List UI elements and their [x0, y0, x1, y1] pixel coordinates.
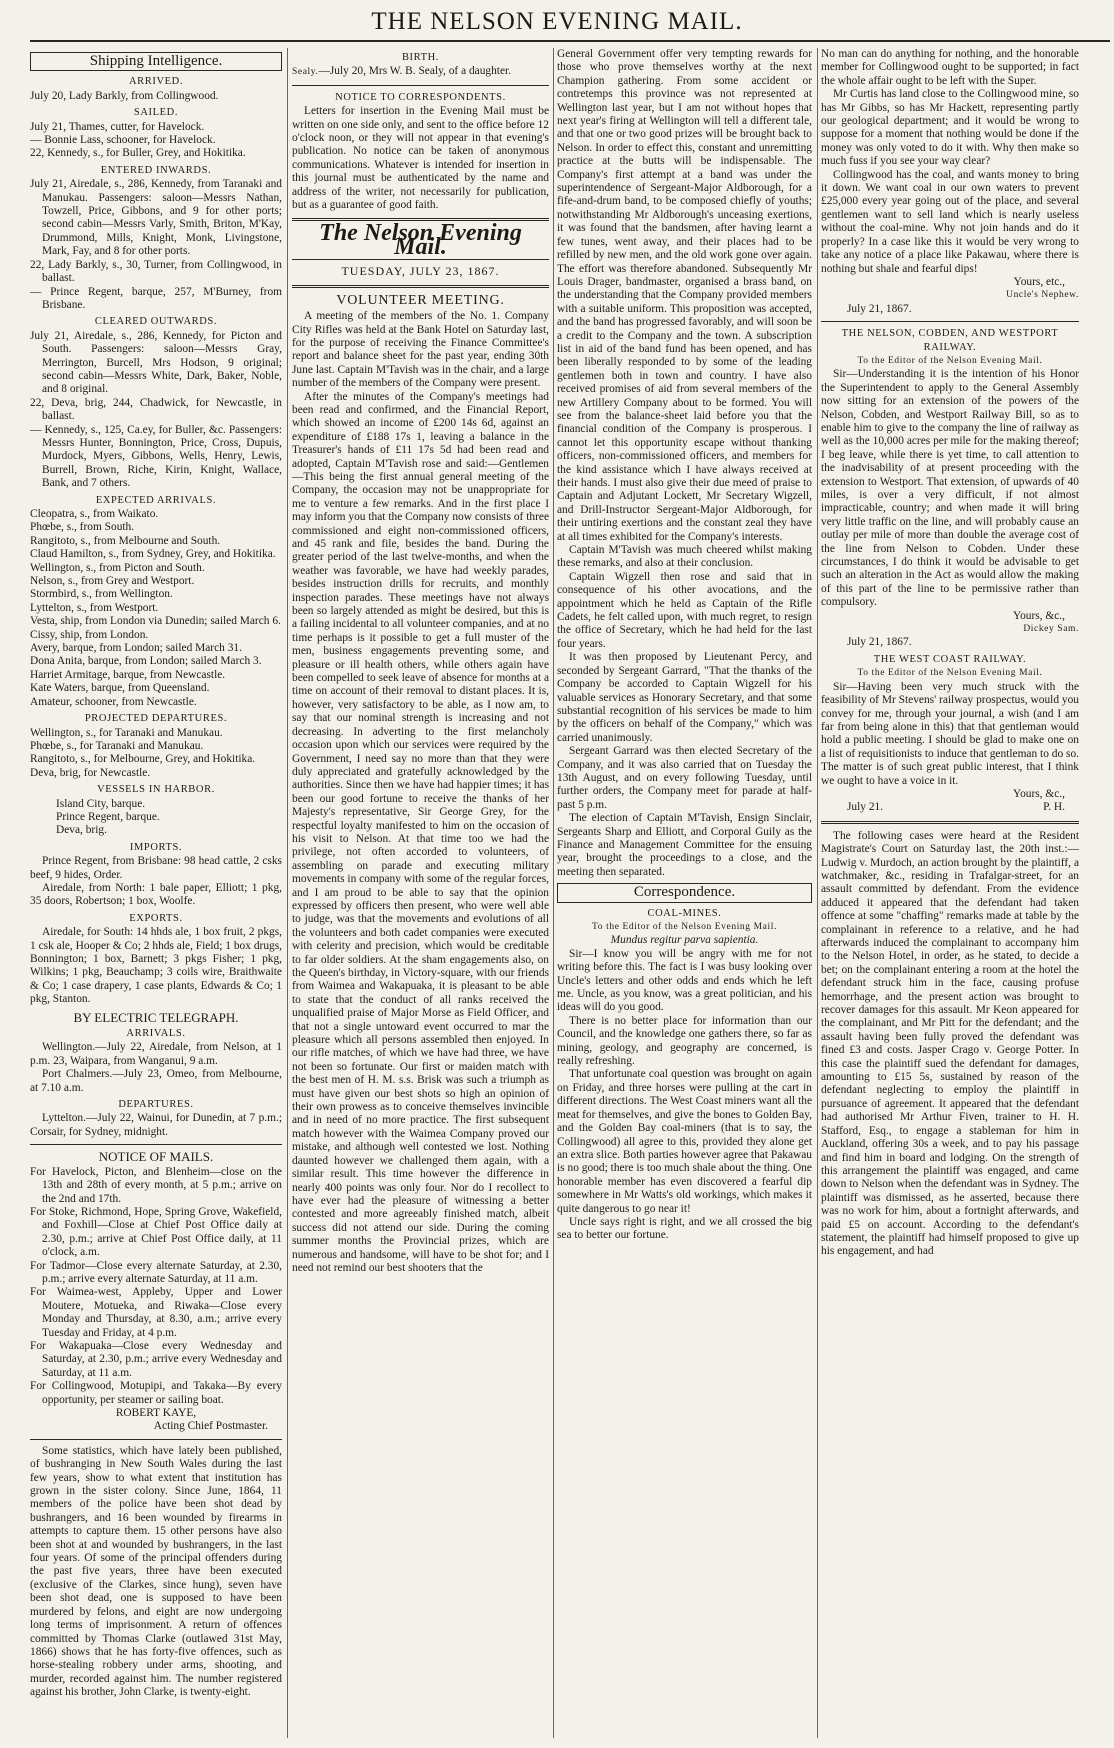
- list-item: Kate Waters, barque, from Queensland.: [30, 682, 210, 695]
- list-item: For Havelock, Picton, and Blenheim—close on the 13th and 28th of every month, at 5 p.m.; arrive on the 2nd and 17th.: [30, 1165, 282, 1205]
- letter-paragraph: No man can do anything for nothing, and the honorable member for Collingwood ought to be supported; in fact the whole affair ought to be left with the Super.: [821, 48, 1079, 87]
- letter-date: July 21, 1867.: [847, 302, 912, 315]
- letter-paragraph: Uncle says right is right, and we all crossed the big sea to better our fortune.: [557, 1215, 812, 1242]
- divider: [821, 821, 1079, 824]
- letter-paragraph: Sir—I know you will be angry with me for not writing before this. The fact is I was busy looking over Uncle's letters and other odds and ends which he left me. Uncle, as you know, was a great politician, and his ideas will do you good.: [557, 947, 812, 1014]
- column-2: [292, 48, 549, 1738]
- letter-paragraph: That unfortunate coal question was brought on again on Friday, and three horses were pulling at the cart in different directions. The West Coast miners want all the meat for themselves, and give the bones to Golden Bay, and the Golden Bay coal-miners (that is to say, the Collingwood) all agree to this, provided they alone get an extra slice. Both parties however agree that Pakawau is no good; there is too much shale about the thing. One honorable member has even discovered a fearful dip somewhere in Mr Watts's old workings, which makes it quite dangerous to go near it!: [557, 1068, 812, 1215]
- notice-heading: NOTICE TO CORRESPONDENTS.: [335, 91, 506, 103]
- list-item: Phœbe, s., from South.: [30, 521, 135, 534]
- birth-heading: BIRTH.: [401, 52, 440, 63]
- list-item: Deva, brig, for Newcastle.: [30, 766, 151, 779]
- top-rule: [30, 40, 1110, 42]
- list-item: Avery, barque, from London; sailed March 31.: [30, 642, 242, 655]
- tel-arrivals-list: [30, 1041, 282, 1095]
- list-item: For Wakapuaka—Close every Wednesday and Saturday, at 2.30, p.m.; arrive every Wednesday and Saturday, at 11 a.m.: [30, 1339, 282, 1379]
- list-item: Harriet Armitage, barque, from Newcastle.: [30, 668, 226, 681]
- letter-paragraph: Mr Curtis has land close to the Collingwood mine, so has Mr Gibbs, so has Mr Hackett, representing partly our geological department; and it would be wrong to suppose for a moment that nothing would be done if the money was only voted to do it with. Why then make so much fuss if you see your way clear?: [821, 88, 1079, 168]
- coal-motto: Mundus regitur parva sapientia.: [610, 934, 759, 947]
- divider: [30, 1439, 282, 1440]
- cleared-heading: CLEARED OUTWARDS.: [94, 316, 218, 328]
- list-item: Rangitoto, s., from Melbourne and South.: [30, 534, 221, 547]
- list-item: — Bonnie Lass, schooner, for Havelock.: [30, 134, 216, 147]
- divider: [292, 85, 549, 86]
- letter-date: July 21, 1867.: [847, 636, 912, 649]
- birth-text: —July 20, Mrs W. B. Sealy, of a daughter.: [318, 65, 512, 78]
- arrived-heading: ARRIVED.: [128, 76, 184, 88]
- sailed-list: [30, 121, 282, 161]
- list-item: 22, Lady Barkly, s., 30, Turner, from Collingwood, in ballast.: [30, 258, 282, 285]
- rail-salutation: To the Editor of the Nelson Evening Mail.: [857, 355, 1043, 366]
- list-item: For Stoke, Richmond, Hope, Spring Grove, Wakefield, and Foxhill—Close at Chief Post Office daily at 2.30, p.m.; arrive at Chief Post Office daily, at 11 o'clock, a.m.: [30, 1205, 282, 1259]
- list-item: Lyttelton.—July 22, Wainui, for Dunedin, at 7 p.m.; Corsair, for Sydney, midnight.: [30, 1112, 282, 1138]
- letter-signature: Dickey Sam.: [1023, 624, 1079, 635]
- masthead: THE NELSON EVENING MAIL.: [371, 8, 743, 35]
- list-item: Prince Regent, from Brisbane: 98 head cattle, 2 csks beef, 9 hides, Order.: [30, 855, 282, 881]
- list-item: Wellington.—July 22, Airedale, from Nelson, at 1 p.m. 23, Waipara, from Wanganui, 9 a.m.: [30, 1041, 282, 1067]
- meeting-paragraph: After the minutes of the Company's meetings had been read and confirmed, and the Financial Report, which showed an income of £200 14s 6d, against an expenditure of £188 17s 1, leaving a balance in the Treasurer's hands of £11 17s 5d had been read and adopted, Captain M'Tavish rose and said:—Gentlemen—This being the first annual general meeting of the Company, the occasion may not be unappropriate for me to venture a few remarks. And in the first place I may inform you that the Company now consists of three commissioned and eight non-commissioned officers, and 45 rank and file, besides the band. During the greater period of the last twelve-months, and when the weather was favorable, we have had weekly parades, besides instruction drills for recruits, and monthly inspection parades. These meetings have not always been so largely attended as might be desired, but this is a failing incidental to all volunteer companies, and at no time perhaps is it possible to get a full muster of the men, business engagements preventing some, and pleasure or ill health others, while others again have been compelled to seek leave of absence for months at a time on account of their removal to distant places. It is, however, very satisfactory to be able, as I now am, to say that our nominal strength is increasing and not decreasing. In adverting to the first melancholy occasion upon which our services were required by the Government, I need say no more than that they were duly appreciated and gratefully acknowledged by the authorities. Since then we have had happier times; it has been our good fortune to receive the thanks of her Majesty's representative, Sir George Grey, for the respectful loyalty manifested to him on the occasion of his visit to Nelson. At that time too we had the privilege, not often accorded to volunteers, of assembling on parade and executing military movements in company with some of the regular forces, and I am proud to be able to say that the opinion expressed by officers then present, who were well able to judge, was that the movements and evolutions of all the volunteers and both cadet companies were executed with celerity and precision, which would be creditable to far older soldiers. At the sham engagements also, on the Queen's birthday, in Victory-square, with our friends from Waimea and Wakapuaka, it is pleasant to be able to state that the conduct of all ranks received the unqualified praise of Major Morse as Field Officer, and that not a single untoward event occurred to mar the pleasure which all persons assembled then enjoyed. In our rifle matches, of which we have had three, we have not been so fortunate. Our first or maiden match with the best men of H. M. s.s. Brisk was such a triumph as must have given our best shots so high an opinion of their own prowess as to conceive themselves invincible and in need of no more practice. The first subsequent match however with the Waimea Company proved our mistake, and although well contested we lost. Nothing daunted however we challenged them again, with a similar result. This time however the difference in nearly 400 points was only four. Nor do I recollect to have ever had the pleasure of witnessing a better contested and more agreeably finished match, albeit success did not attend our side. During the coming summer months the Provincial prizes, which are numerous and handsome, will have to be shot for; and I need not remind our best shooters that the: [292, 390, 549, 1274]
- meeting-paragraph: General Government offer very tempting rewards for those who prove themselves worthy at the next Champion gathering. From some accident or contretemps this province was not represented at Wellington last year, but I am not without hopes that next year's firing at Wellington will tell a different tale, and that one or two good prizes will be brought back to Nelson. In order to effect this, constant and unremitting practice at the butts will be indispensable. The Company's first attempt at a band was under the superintendence of Sergeant-Major Aldborough, for a fife-and-drum band, to be composed chiefly of youths; notwithstanding Mr Aldborough's unceasing exertions, it was found that the bandsmen, after having learnt a few tunes, went away, and their places had to be refilled by new men, and the old work gone over again. The effort was therefore abandoned. Subsequently Mr Louis Drager, bandmaster, organised a brass band, on the understanding that the Company provided members with a suitable uniform. This proposition was accepted, and the band has progressed favorably, and will soon be a credit to the Company and the town. A subscription list in aid of the band fund has been opened, and has been liberally responded to by some of the leading gentlemen both in town and country. I have also received promises of aid from several members of the new Artillery Company about to be formed. You will see from the balance-sheet laid before you that the financial condition of the Company is prosperous. I cannot let this opportunity escape without thanking officers, non-commissioned officers, and members for the kind assistance which I have always received at their hands. I must also give their due meed of praise to Captain and Adjutant Lockett, Mr Secretary Wigzell, and Drill-Instructor Sergeant-Major Aldborough, for their untiring exertions and the constant zeal they have at all times exhibited for the Company's interests.: [557, 48, 812, 543]
- list-item: Cissy, ship, from London.: [30, 628, 149, 641]
- letter-paragraph: Sir—Having been very much struck with the feasibility of Mr Stevens' railway prospectus, would you convey for me, through your journal, a wish (and I am far from being alone in this) that that gentleman would hold a public meeting. I should be glad to make one on a list of requisitionists to induce that gentleman to do so. The matter is of such great public interest, that I think we ought to have a voice in it.: [821, 680, 1079, 787]
- list-item: Nelson, s., from Grey and Westport.: [30, 575, 195, 588]
- meeting-paragraph: The election of Captain M'Tavish, Ensign Sinclair, Sergeants Sharp and Elliott, and Corporal Guily as the Finance and Management Committee for the ensuing year, brought the proceedings to a close, and the meeting then separated.: [557, 812, 812, 878]
- tel-departures-list: [30, 1112, 282, 1139]
- issue-date: TUESDAY, JULY 23, 1867.: [341, 264, 500, 279]
- list-item: July 20, Lady Barkly, from Collingwood.: [30, 89, 219, 102]
- column-4: [821, 48, 1079, 1738]
- west-heading: THE WEST COAST RAILWAY.: [873, 653, 1027, 665]
- rail-heading: THE NELSON, COBDEN, AND WESTPORT RAILWAY.: [841, 328, 1059, 353]
- list-item: Wellington, s., for Taranaki and Manukau.: [30, 726, 223, 739]
- list-item: July 21, Airedale, s., 286, Kennedy, for Picton and South. Passengers: saloon—Messrs Gray, Merrington, Burcell, Mrs Hodson, 9 original; second cabin—Messrs White, Dark, Baker, Noble, and 8 original.: [30, 329, 282, 396]
- divider: [292, 285, 549, 288]
- list-item: Rangitoto, s., for Melbourne, Grey, and Hokitika.: [30, 753, 256, 766]
- shipping-heading: Shipping Intelligence.: [30, 52, 282, 71]
- cleared-list: [30, 330, 282, 491]
- letter-paragraph: There is no better place for information than our Council, and the knowledge one gathers there, so far as mining, geology, and geography are concerned, is really refreshing.: [557, 1014, 812, 1068]
- column-divider: [817, 48, 818, 1738]
- arrived-list: [30, 90, 282, 103]
- list-item: Airedale, for South: 14 hhds ale, 1 box fruit, 2 pkgs, 1 csk ale, Hooper & Co; 2 hhds ale, Field; 1 box drugs, Bonnington; 1 box, Barnett; 3 pkgs Fisher; 1 pkg, Wilkins; 1 pkg, Beauchamp; 3 coils wire, Braithwaite & Co; 1 case drapery, 1 case plants, Edwards & Co; 1 pkg, Stanton.: [30, 926, 282, 1006]
- list-item: 22, Deva, brig, 244, Chadwick, for Newcastle, in ballast.: [30, 396, 282, 423]
- list-item: For Collingwood, Motupipi, and Takaka—By every opportunity, per steamer or sailing boat.: [30, 1380, 282, 1406]
- list-item: Cleopatra, s., from Waikato.: [30, 508, 159, 520]
- mails-sign-title: Acting Chief Postmaster.: [153, 1420, 268, 1433]
- list-item: Airedale, from North: 1 bale paper, Elliott; 1 pkg, 35 doors, Robertson; 1 box, Woolfe.: [30, 881, 282, 908]
- list-item: 22, Kennedy, s., for Buller, Grey, and Hokitika.: [30, 147, 246, 160]
- list-item: Wellington, s., from Picton and South.: [30, 561, 205, 574]
- mails-sign-name: ROBERT KAYE,: [115, 1407, 197, 1419]
- mails-list: [30, 1166, 282, 1407]
- coal-salutation: To the Editor of the Nelson Evening Mail.: [592, 922, 777, 932]
- meeting-paragraph: It was then proposed by Lieutenant Percy, and seconded by Sergeant Garrard, "That the thanks of the Company be accorded to Captain Wigzell for his valuable services as Honorary Secretary, and that some substantial recognition of his services be made to him by the officers on behalf of the Company," which was carried unanimously.: [557, 651, 812, 744]
- meeting-paragraph: Captain Wigzell then rose and said that in consequence of his other avocations, and the appointment which he held as Captain of the Rifle Cadets, he felt called upon, with much regret, to resign the office of Secretary, which he had held for the last four years.: [557, 570, 812, 650]
- list-item: For Waimea-west, Appleby, Upper and Lower Moutere, Motueka, and Riwaka—Close every Monday and Thursday, at 8.30, a.m.; arrive every Tuesday and Friday, at 4 p.m.: [30, 1286, 282, 1339]
- column-divider: [553, 48, 554, 1738]
- list-item: Prince Regent, barque.: [56, 810, 160, 823]
- mails-heading: NOTICE OF MAILS.: [98, 1149, 214, 1165]
- divider: [30, 1144, 282, 1145]
- court-report: The following cases were heard at the Resident Magistrate's Court on Saturday last, the 20th inst.:—Ludwig v. Murdoch, an action brought by the plaintiff, a watchmaker, &c., residing in Trafalgar-street, for an assault committed by defendant. From the evidence adduced it appeared that the defendant had taken offence at some "chaffing" remarks made at table by the complainant in reference to a relative, and he had afterwards induced the complainant to accompany him to the Nelson Hotel, in order, as he stated, to decide a bet; on the complainant entering a room at the hotel the defendant struck him in the face, causing profuse hemorrhage, and the present action was brought to recover damages for this assault. Mr Keon appeared for the complainant, and Mr Pitt for the defendant; and the assault having been fully proved the defendant was fined £3 and costs. Jasper Crago v. George Potter. In this case the plaintiff sued the defendant for damages, amounting to £15 5s, sustained by reason of the defendant neglecting to employ the plaintiff in pursuance of agreement. It appeared that the defendant had authorised Mr Arthur Fiven, trainer to H. H. Stafford, Esq., to engage a stableman for him in Auckland, offering 30s a week, and to pay his passage and find him in board and lodging. On the strength of this arrangement the plaintiff was engaged, and came down to Nelson when the defendant was in Sydney. The plaintiff was dismissed, as he asserted, because there was no work for him, about a fortnight afterwards, and paid £5 on account. According to the defendant's statement, the plaintiff had himself proposed to give up his engagement, and had: [821, 829, 1079, 1258]
- list-item: Island City, barque.: [56, 797, 146, 810]
- letter-paragraph: Sir—Understanding it is the intention of his Honor the Superintendent to apply to the General Assembly now sitting for an extension of the powers of the Nelson, Cobden, and Westport Railway Bill, so as to enable him to give to the company the line of railway as well as the 10,000 acres per mile for the making thereof; I beg leave, while there is yet time, to call attention to the inadvisability of at present proceeding with the extension to Westport. That extension, of upwards of 40 miles, is over a very difficult, if not almost impracticable, country; and when made it will bring very little traffic on the line, and will probably cause an outlay per mile of more than double the average cost of the line from Nelson to Cobden. Under these circumstances, I do think it would be advisable to get such an alteration in the Act as would allow the making of this part of the line to be permissive rather than compulsory.: [821, 368, 1079, 609]
- coal-heading: COAL-MINES.: [647, 907, 722, 919]
- expected-list: [30, 508, 282, 709]
- list-item: Vesta, ship, from London via Dunedin; sailed March 6.: [30, 615, 281, 628]
- letter-close: Yours, &c.,: [1012, 787, 1065, 800]
- divider: [821, 321, 1079, 322]
- list-item: Port Chalmers.—July 23, Omeo, from Melbourne, at 7.10 a.m.: [30, 1068, 282, 1094]
- paper-title: The Nelson Evening Mail.: [319, 220, 522, 260]
- west-footer: [821, 801, 1079, 814]
- correspondence-heading: Correspondence.: [557, 883, 812, 902]
- list-item: July 21, Thames, cutter, for Havelock.: [30, 120, 205, 133]
- letter-close: Yours, etc.,: [1013, 275, 1065, 288]
- sailed-heading: SAILED.: [133, 107, 179, 119]
- bushranging-article: Some statistics, which have lately been published, of bushranging in New South Wales during the last few years, show to what extent that institution has grown in the sister colony. Since June, 1864, 11 members of the police have been shot dead by bushrangers, and 16 been wounded by firearms in attempts to capture them. 15 other persons have also been shot at and wounded by bushrangers, in the last four years. Of some of the principal offenders during the past five years, three have been executed (exclusive of the Clarkes, since hung), seven have been shot dead, one is supposed to have been murdered by felons, and eight are now undergoing long terms of imprisonment. A return of offences committed by Thomas Clarke (outlawed 31st May, 1866) shows that he has forty-five offences, such as horse-stealing robbery under arms, shooting, and murder, recorded against him. The number registered against his brother, John Clarke, is twenty-eight.: [30, 1444, 282, 1699]
- imports-heading: IMPORTS.: [129, 841, 183, 853]
- imports-list: [30, 855, 282, 909]
- tel-arrivals-heading: ARRIVALS.: [126, 1028, 186, 1040]
- column-divider: [287, 48, 288, 1738]
- list-item: Phœbe, s., for Taranaki and Manukau.: [30, 739, 204, 752]
- telegraph-heading: BY ELECTRIC TELEGRAPH.: [73, 1009, 239, 1025]
- list-item: — Prince Regent, barque, 257, M'Burney, from Brisbane.: [30, 285, 282, 311]
- expected-heading: EXPECTED ARRIVALS.: [95, 494, 217, 506]
- list-item: Dona Anita, barque, from London; sailed March 3.: [30, 655, 262, 668]
- entered-list: [30, 178, 282, 312]
- letter-date: July 21.: [847, 801, 884, 814]
- harbour-heading: VESSELS IN HARBOR.: [97, 784, 215, 796]
- exports-heading: EXPORTS.: [129, 912, 183, 924]
- projected-heading: PROJECTED DEPARTURES.: [84, 713, 228, 725]
- meeting-heading: VOLUNTEER MEETING.: [336, 292, 505, 308]
- birth-notice: [292, 65, 549, 79]
- projected-list: [30, 727, 282, 781]
- meeting-paragraph: A meeting of the members of the No. 1. Company City Rifles was held at the Bank Hotel on Saturday last, for the purpose of receiving the Finance Committee's report and balance sheet for the past year, ending 30th June last. Captain M'Tavish was in the chair, and a large number of the members of the Company were present.: [292, 310, 549, 390]
- notice-text: Letters for insertion in the Evening Mail must be written on one side only, and sent to the office before 12 o'clock noon, or they will not appear in that evening's publication. No notice can be taken of anonymous communications. Whatever is intended for insertion in this journal must be authenticated by the name and address of the writer, not necessarily for publication, but as a guarantee of good faith.: [292, 105, 549, 212]
- list-item: Stormbird, s., from Wellington.: [30, 588, 173, 601]
- list-item: Claud Hamilton, s., from Sydney, Grey, and Hokitika.: [30, 548, 276, 561]
- list-item: Lyttelton, s., from Westport.: [30, 601, 159, 614]
- list-item: July 21, Airedale, s., 286, Kennedy, from Taranaki and Manukau. Passengers: saloon—Messrs Nathan, Towzell, Price, Gibbons, and 9 for other ports; second cabin—Messrs Varly, Smith, Briton, M'Kay, Drummond, Mills, Knight, Monk, Livingstone, Mark, Fay, and 8 for other ports.: [30, 178, 282, 258]
- birth-name: Sealy.: [292, 67, 319, 78]
- meeting-paragraph: Sergeant Garrard was then elected Secretary of the Company, and it was also carried that on Tuesday the 13th August, and on every following Tuesday, until further orders, the Company meet for parade at half-past 5 p.m.: [557, 745, 812, 811]
- list-item: Amateur, schooner, from Newcastle.: [30, 695, 197, 708]
- letter-close: Yours, &c.,: [1012, 609, 1065, 622]
- tel-departures-heading: DEPARTURES.: [118, 1099, 194, 1111]
- entered-heading: ENTERED INWARDS.: [100, 164, 212, 176]
- column-1: [30, 48, 282, 1738]
- letter-signature: P. H.: [1043, 801, 1065, 814]
- letter-signature: Uncle's Nephew.: [1006, 290, 1079, 301]
- west-salutation: To the Editor of the Nelson Evening Mail.: [857, 668, 1043, 679]
- list-item: — Kennedy, s., 125, Ca.ey, for Buller, &c. Passengers: Messrs Hunter, Bonnington, Price, Cross, Dupuis, Murdock, Myers, Gibbons, Wells, Henry, Lewis, Burrell, Brown, Riche, Kirin, Knight, Wallace, Bank, and 7 others.: [30, 423, 282, 490]
- letter-paragraph: Collingwood has the coal, and wants money to bring it down. We want coal in our own waters to prevent £25,000 every year going out of the place, and several gentlemen want to sell land which is nearly useless without the coal-mine. Why not join hands and do it properly? In a case like this it would be very wrong to take any notice of a place like Pakawau, where there is nothing but shale and fearful dips!: [821, 168, 1079, 275]
- list-item: For Tadmor—Close every alternate Saturday, at 2.30, p.m.; arrive every alternate Saturday, at 11 a.m.: [30, 1259, 282, 1285]
- meeting-paragraph: Captain M'Tavish was much cheered whilst making these remarks, and also at their conclusion.: [557, 544, 812, 570]
- exports-list: [30, 926, 282, 1006]
- list-item: Deva, brig.: [56, 824, 107, 837]
- column-3: [557, 48, 812, 1738]
- harbour-list: [30, 798, 282, 838]
